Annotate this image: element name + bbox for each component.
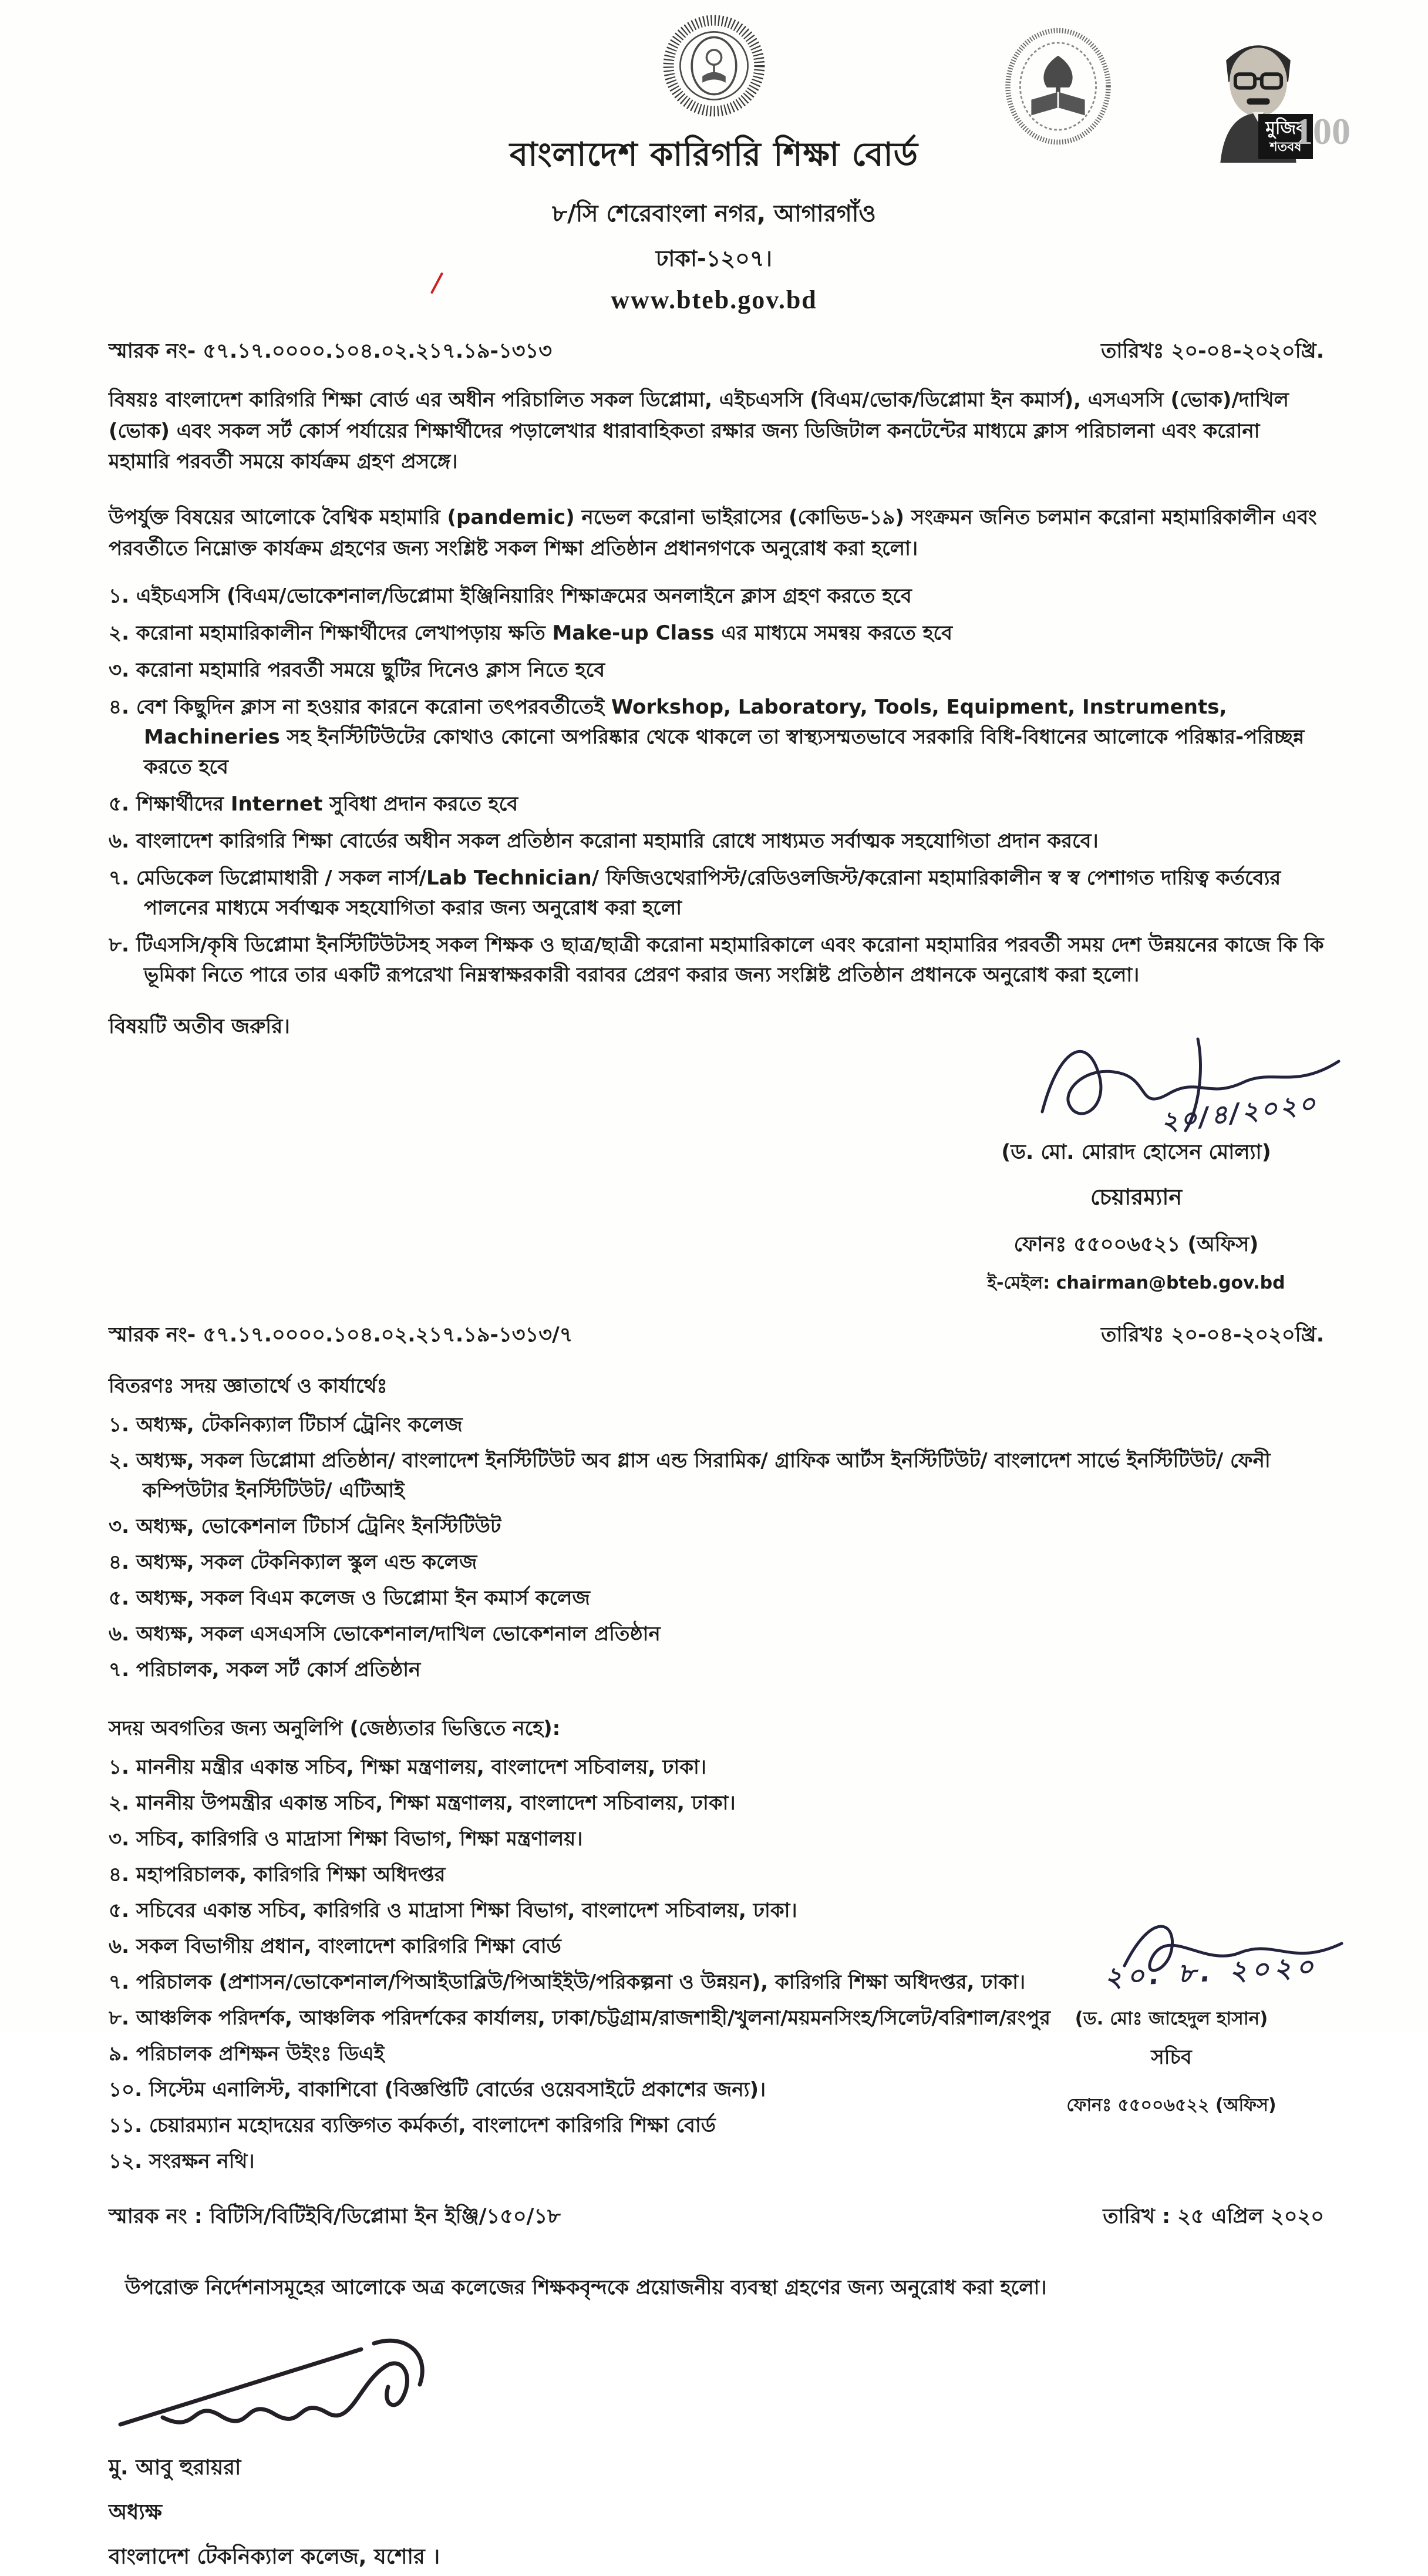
distribution-item: ৫. অধ্যক্ষ, সকল বিএম কলেজ ও ডিপ্লোমা ইন কমার্স কলেজ — [109, 1586, 590, 1610]
directive-item: ২. করোনা মহামারিকালীন শিক্ষার্থীদের লেখাপড়ায় ক্ষতি Make-up Class এর মাধ্যমে সমন্বয় করতে হবে — [109, 621, 953, 645]
copies-item: ৭. পরিচালক (প্রশাসন/ভোকেশনাল/পিআইডাব্লিউ/পিআইইউ/পরিকল্পনা ও উন্নয়ন), কারিগরি শিক্ষা অধিদপ্তর, ঢাকা। — [109, 1970, 1026, 1995]
mujib-borsho-label: মুজিব শতবর্ষ — [1258, 114, 1313, 159]
org-address-line1: ৮/সি শেরেবাংলা নগর, আগারগাঁও — [552, 200, 876, 227]
secretary-title: সচিব — [1151, 2046, 1192, 2070]
copies-item: ১১. চেয়ারম্যান মহোদয়ের ব্যক্তিগত কর্মকর্তা, বাংলাদেশ কারিগরি শিক্ষা বোর্ড — [109, 2114, 716, 2138]
chairman-signature — [948, 1024, 1324, 1138]
secretary-signature — [1007, 1901, 1336, 1993]
chairman-signature-block — [948, 1024, 1324, 1299]
copies-item: ৮. আঞ্চলিক পরিদর্শক, আঞ্চলিক পরিদর্শকের কার্যালয়, ঢাকা/চট্টগ্রাম/রাজশাহী/খুলনা/ময়মনসিংহ/সিলেট/বরিশাল/রংপুর — [109, 2006, 1050, 2030]
directives-list — [109, 581, 1324, 990]
distribution-heading: বিতরণঃ সদয় জ্ঞাতার্থে ও কার্যার্থেঃ — [109, 1374, 388, 1398]
directive-item: ৪. বেশ কিছুদিন ক্লাস না হওয়ার কারনে করোনা তৎপরবর্তীতেই Workshop, Laboratory, Tools, Equipment, Instruments, Machineries সহ ইনস্টিটিউটের কোথাও কোনো অপরিষ্কার থেকে থাকলে তা স্বাস্থ্যসম্মতভাবে সরকারি বিধি-বিধানের আলোকে পরিষ্কার-পরিচ্ছন্ন করতে হবে — [109, 695, 1305, 779]
copies-item: ১. মাননীয় মন্ত্রীর একান্ত সচিব, শিক্ষা মন্ত্রণালয়, বাংলাদেশ সচিবালয়, ঢাকা। — [109, 1756, 707, 1780]
distribution-item: ৪. অধ্যক্ষ, সকল টেকনিক্যাল স্কুল এন্ড কলেজ — [109, 1551, 477, 1575]
copies-item: ৬. সকল বিভাগীয় প্রধান, বাংলাদেশ কারিগরি শিক্ষা বোর্ড — [109, 1935, 561, 1959]
distribution-item: ৬. অধ্যক্ষ, সকল এসএসসি ভোকেশনাল/দাখিল ভোকেশনাল প্রতিষ্ঠান — [109, 1622, 661, 1646]
distribution-item: ২. অধ্যক্ষ, সকল ডিপ্লোমা প্রতিষ্ঠান/ বাংলাদেশ ইনস্টিটিউট অব গ্লাস এন্ড সিরামিক/ গ্রাফিক আর্টস ইনস্টিটিউট/ বাংলাদেশ সার্ভে ইনস্টিটিউট/ ফেনী কম্পিউটার ইনস্টিটিউট/ এটিআই — [109, 1449, 1271, 1503]
secretary-signature-block — [1007, 1901, 1336, 2121]
principal-title: অধ্যক্ষ — [109, 2500, 162, 2525]
distribution-item: ৩. অধ্যক্ষ, ভোকেশনাল টিচার্স ট্রেনিং ইনস্টিটিউট — [109, 1515, 501, 1539]
principal-name: মু. আবু হুরায়রা — [109, 2456, 241, 2480]
distribution-section — [109, 1371, 1324, 1685]
chairman-handwritten-date: ২০/৪/২০২০ — [1159, 1088, 1319, 1138]
intro-paragraph: উপর্যুক্ত বিষয়ের আলোকে বৈশ্বিক মহামারি (pandemic) নভেল করোনা ভাইরাসের (কোভিড-১৯) সংক্রমন জনিত চলমান করোনা মহামারিকালীন এবং পরবর্তীতে নিম্নোক্ত কার্যক্রম গ্রহণের জন্য সংশ্লিষ্ট সকল শিক্ষা প্রতিষ্ঠান প্রধানগণকে অনুরোধ করা হলো। — [109, 506, 1317, 560]
memo-date-2: তারিখঃ ২০-০৪-২০২০খ্রি. — [1101, 1323, 1324, 1347]
directive-item: ৬. বাংলাদেশ কারিগরি শিক্ষা বোর্ডের অধীন সকল প্রতিষ্ঠান করোনা মহামারি রোধে সাধ্যমত সর্বাত্মক সহযোগিতা প্রদান করবে। — [109, 829, 1099, 853]
copies-item: ১০. সিস্টেম এনালিস্ট, বাকাশিবো (বিজ্ঞপ্তিটি বোর্ডের ওয়েবসাইটে প্রকাশের জন্য)। — [109, 2078, 766, 2102]
chairman-name: (ড. মো. মোরাদ হোসেন মোল্যা) — [1001, 1141, 1271, 1165]
closing-note: উপরোক্ত নির্দেশনাসমূহের আলোকে অত্র কলেজের শিক্ষকবৃন্দকে প্রয়োজনীয় ব্যবস্থা গ্রহণের জন্য অনুরোধ করা হলো। — [125, 2276, 1047, 2300]
copies-item: ৯. পরিচালক প্রশিক্ষন উইংঃ ডিএই — [109, 2042, 385, 2066]
distribution-list — [109, 1410, 1324, 1685]
bteb-seal-icon — [661, 13, 767, 121]
distribution-item: ১. অধ্যক্ষ, টেকনিক্যাল টিচার্স ট্রেনিং কলেজ — [109, 1413, 463, 1437]
secretary-phone: ফোনঃ ৫৫০০৬৫২২ (অফিস) — [1066, 2095, 1277, 2116]
copies-item: ৩. সচিব, কারিগরি ও মাদ্রাসা শিক্ষা বিভাগ, শিক্ষা মন্ত্রণালয়। — [109, 1827, 583, 1851]
copies-item: ৫. সচিবের একান্ত সচিব, কারিগরি ও মাদ্রাসা শিক্ষা বিভাগ, বাংলাদেশ সচিবালয়, ঢাকা। — [109, 1899, 797, 1923]
copies-item: ১২. সংরক্ষন নথি। — [109, 2150, 255, 2174]
chairman-phone: ফোনঃ ৫৫০০৬৫২১ (অফিস) — [1013, 1233, 1259, 1257]
directive-item: ৫. শিক্ষার্থীদের Internet সুবিধা প্রদান করতে হবে — [109, 792, 518, 816]
memo-date-1: তারিখঃ ২০-০৪-২০২০খ্রি. — [1101, 339, 1324, 363]
principal-signature-icon — [109, 2330, 484, 2442]
directive-item: ৭. মেডিকেল ডিপ্লোমাধারী / সকল নার্স/Lab Technician/ ফিজিওথেরাপিস্ট/রেডিওলজিস্ট/করোনা মহামারিকালীন স্ব স্ব পেশাগত দায়িত্ব কর্তব্যের পালনের মাধ্যমে সর্বাত্মক সহযোগিতা করার জন্য অনুরোধ করা হলো — [109, 866, 1281, 920]
directive-item: ১. এইচএসসি (বিএম/ভোকেশনাল/ডিপ্লোমা ইঞ্জিনিয়ারিং শিক্ষাক্রমের অনলাইনে ক্লাস গ্রহণ করতে হবে — [109, 584, 912, 608]
directive-item: ৮. টিএসসি/কৃষি ডিপ্লোমা ইনস্টিটিউটসহ সকল শিক্ষক ও ছাত্র/ছাত্রী করোনা মহামারিকালে এবং করোনা মহামারির পরবর্তী সময় দেশ উন্নয়নের কাজে কি কি ভূমিকা নিতে পারে তার একটি রূপরেখা নিম্নস্বাক্ষরকারী বরাবর প্রেরণ করার জন্য সংশ্লিষ্ট প্রতিষ্ঠান প্রধানকে অনুরোধ করা হলো। — [109, 933, 1324, 987]
copies-section — [109, 1713, 1324, 2177]
principal-signature — [109, 2330, 1324, 2442]
principal-institution: বাংলাদেশ টেকনিক্যাল কলেজ, যশোর । — [109, 2545, 440, 2570]
principal-signature-block — [109, 2330, 1324, 2576]
education-emblem-icon — [1002, 25, 1114, 150]
letterhead — [0, 0, 1428, 315]
org-name: বাংলাদেশ কারিগরি শিক্ষা বোর্ড — [510, 136, 918, 174]
memo-number-1: স্মারক নং- ৫৭.১৭.০০০০.১০৪.০২.২১৭.১৯-১৩১৩ — [109, 339, 553, 363]
org-website: www.bteb.gov.bd — [611, 285, 817, 314]
secretary-handwritten-date: ২০. ৮. ২০২০ — [1103, 1950, 1319, 1993]
secretary-name: (ড. মোঃ জাহেদুল হাসান) — [1075, 2008, 1268, 2030]
mujib-100-number: 100 — [1294, 110, 1350, 152]
urgent-note: বিষয়টি অতীব জরুরি। — [109, 1015, 290, 1039]
directive-item: ৩. করোনা মহামারি পরবর্তী সময়ে ছুটির দিনেও ক্লাস নিতে হবে — [109, 658, 605, 682]
memo-row-2 — [109, 1319, 1324, 1353]
org-address-line2: ঢাকা-১২০৭। — [655, 246, 773, 271]
header-logos — [1002, 25, 1350, 163]
subject-line: বিষয়ঃ বাংলাদেশ কারিগরি শিক্ষা বোর্ড এর অধীন পরিচালিত সকল ডিপ্লোমা, এইচএসসি (বিএম/ভোক/ডিপ্লোমা ইন কমার্স), এসএসসি (ভোক)/দাখিল (ভোক) এবং সকল সর্ট কোর্স পর্যায়ের শিক্ষার্থীদের পড়ালেখার ধারাবাহিকতা রক্ষার জন্য ডিজিটাল কনটেন্টের মাধ্যমে ক্লাস পরিচালনা এবং করোনা মহামারি পরবর্তী সময়ে কার্যক্রম গ্রহণ প্রসঙ্গে। — [109, 388, 1289, 474]
chairman-email: ই-মেইল: chairman@bteb.gov.bd — [987, 1273, 1285, 1294]
memo-number-2: স্মারক নং- ৫৭.১৭.০০০০.১০৪.০২.২১৭.১৯-১৩১৩/৭ — [109, 1323, 573, 1347]
memo-row-1 — [109, 335, 1324, 369]
chairman-title: চেয়ারম্যান — [1090, 1184, 1183, 1210]
copies-item: ২. মাননীয় উপমন্ত্রীর একান্ত সচিব, শিক্ষা মন্ত্রণালয়, বাংলাদেশ সচিবালয়, ঢাকা। — [109, 1791, 736, 1815]
copies-heading: সদয় অবগতির জন্য অনুলিপি (জেষ্ঠ্যতার ভিত্তিতে নহে): — [109, 1717, 561, 1741]
memo-date-3: তারিখ : ২৫ এপ্রিল ২০২০ — [1103, 2205, 1324, 2229]
mujib100-logo — [1170, 25, 1350, 163]
copies-item: ৪. মহাপরিচালক, কারিগরি শিক্ষা অধিদপ্তর — [109, 1863, 446, 1887]
memo-number-3: স্মারক নং : বিটিসি/বিটিইবি/ডিপ্লোমা ইন ইঞ্জি/১৫০/১৮ — [109, 2205, 561, 2229]
memo-row-3 — [109, 2200, 1324, 2235]
distribution-item: ৭. পরিচালক, সকল সর্ট কোর্স প্রতিষ্ঠান — [109, 1658, 421, 1682]
